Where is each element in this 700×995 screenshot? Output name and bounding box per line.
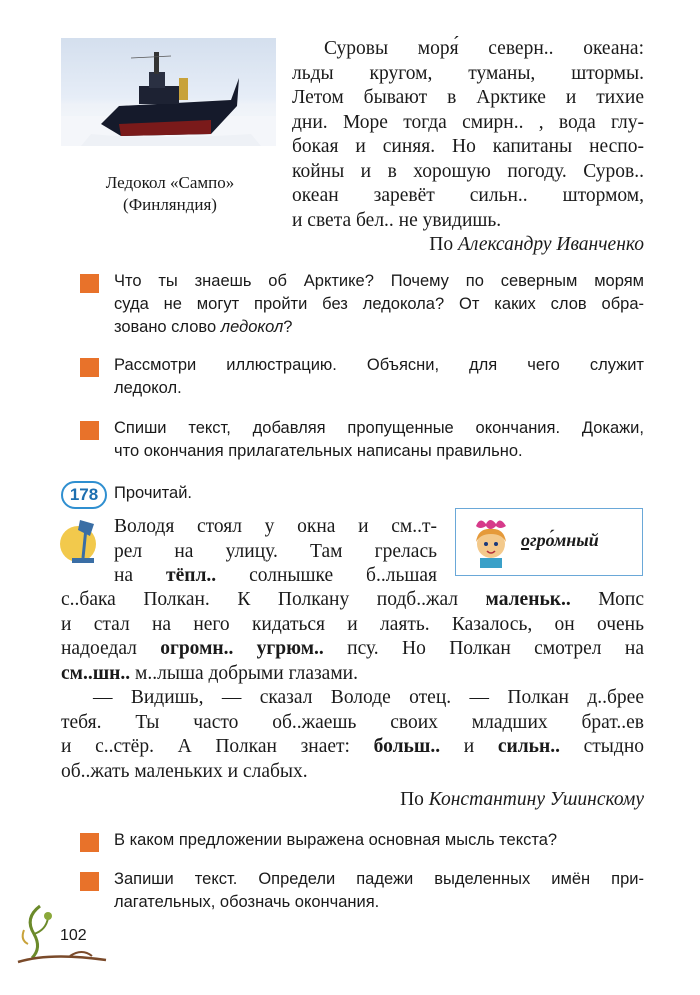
lamp-icon [58,514,106,570]
task-line: что окончания прилагательных написаны правильно. [114,442,523,460]
text-line: с..бака Полкан. К Полкану подб..жал маленьк.. Мопс [61,589,644,610]
text-line: Володя стоял у окна и см..т- [114,516,437,537]
author-attribution-2 [400,788,644,813]
task-bullet-icon [80,421,99,440]
text-line: льды кругом, туманы, штормы. [292,62,644,84]
text-line: койны и в хорошую погоду. Суров.. [292,160,644,182]
text-line: и с..стёр. А Полкан знает: больш.. и сильн.. стыдно [61,736,645,757]
task-bullet-icon [80,358,99,377]
text-line: надоедал огромн.. угрюм.. псу. Но Полкан смотрел на [61,638,644,659]
text-line: бокая и синяя. Но капитаны неспо- [292,136,644,157]
task-item [114,354,644,400]
task-bullet-icon [80,274,99,293]
task-line: Что ты знаешь об Арктике? Почему по северным морям [114,272,644,290]
text-line: и стал на него кидаться и лаять. Казалось, он очень [61,613,644,635]
author-name: Константину Ушинскому [428,789,644,810]
task-bullet-icon [80,872,99,891]
dictionary-word: огро́мный [521,530,599,550]
page-number: 102 [60,927,87,944]
text-line: Летом бывают в Арктике и тихие [292,87,644,108]
caption-line2: (Финляндия) [123,195,217,214]
text-line: — Видишь, — сказал Володе отец. — Полкан д..брее [93,687,644,708]
text-line: см..шн.. м..лыша добрыми глазами. [61,662,358,684]
task-bullet-icon [80,833,99,852]
photo-caption [70,172,270,216]
reading-text-2 [61,588,644,784]
text-line: дни. Море тогда смирн.. , вода глу- [292,111,644,133]
text-line: и света бел.. не увидишь. [292,209,502,231]
task-line: Рассмотри иллюстрацию. Объясни, для чего служит [114,356,644,374]
task-line: лагательных, обозначь окончания. [114,893,380,911]
author-name: Александру Иванченко [458,234,644,255]
reading-text-1 [292,37,644,233]
text-line: океан заревёт сильн.. штормом, [292,185,644,206]
reading-text-2-wrapped [114,515,437,589]
exercise-number-badge: 178 [61,481,107,509]
task-item [114,417,644,463]
caption-line1: Ледокол «Сампо» [105,173,235,192]
task-line: суда не могут пройти без ледокола? От каких слов обра- [114,295,644,313]
text-line: тебя. Ты часто об..жаешь своих младших брат..ев [61,711,644,733]
girl-character-icon [466,512,516,570]
exercise-instruction: Прочитай. [114,484,193,502]
task-item [114,868,644,914]
author-prefix: По [400,789,424,810]
task-line: ледокол. [114,379,182,397]
icebreaker-photo [61,38,276,146]
task-line: Запиши текст. Определи падежи выделенных имён при- [114,870,644,888]
text-line: рел на улицу. Там грелась [114,540,437,562]
text-line: Суровы моря́ северн.. океана: [324,38,644,59]
task-item [114,829,644,852]
author-prefix: По [429,234,454,255]
task-item [114,270,644,339]
task-line: Спиши текст, добавляя пропущенные окончания. Докажи, [114,419,644,437]
text-line: об..жать маленьких и слабых. [61,760,308,782]
task-line: В каком предложении выражена основная мысль текста? [114,831,558,849]
text-line: на тёпл.. солнышке б..льшая [114,565,437,586]
task-line: зовано слово ледокол? [114,318,293,336]
author-attribution-1 [429,233,644,258]
